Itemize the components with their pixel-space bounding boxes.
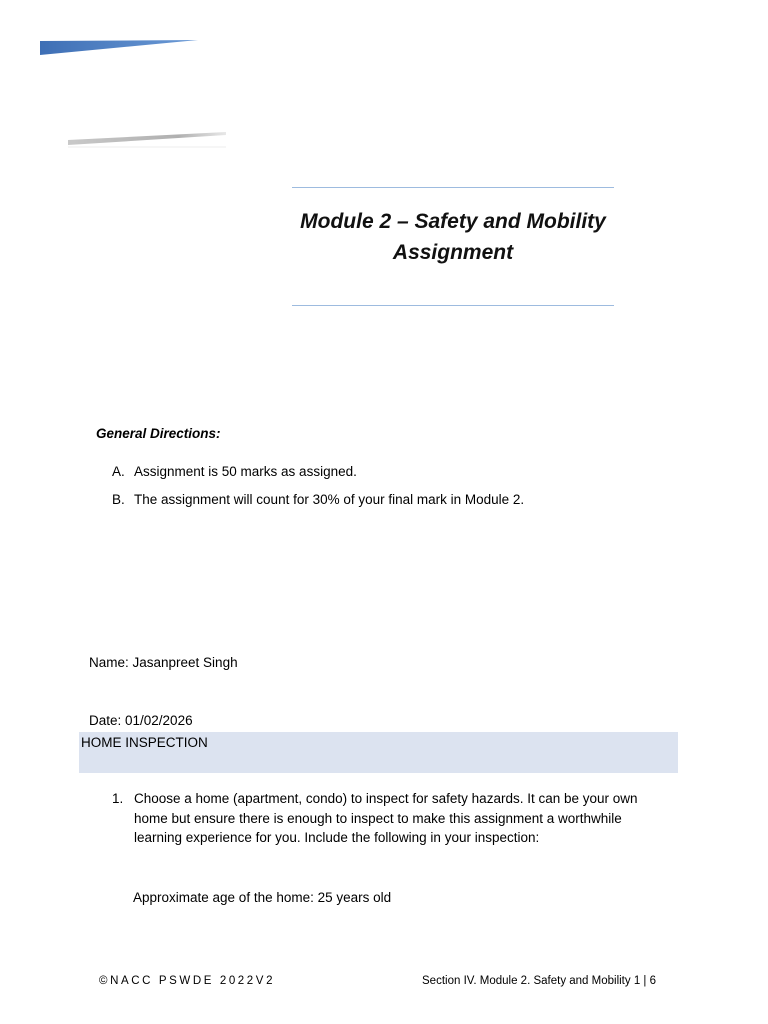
title-top-rule — [292, 187, 614, 188]
section-heading: HOME INSPECTION — [81, 735, 208, 750]
name-line: Name: Jasanpreet Singh — [89, 655, 238, 670]
question-1 — [112, 789, 672, 848]
question-text: Choose a home (apartment, condo) to inspect for safety hazards. It can be your own home but ensure there is enough to inspect to make this assignment a worthwhile learning experience for you. Include the following in your inspection: — [134, 791, 638, 845]
question-number: 1. — [112, 791, 124, 806]
list-marker: B. — [112, 492, 125, 507]
direction-item-a — [112, 464, 672, 484]
header-blue-swoosh — [40, 40, 200, 56]
general-directions-heading: General Directions: — [96, 426, 221, 441]
footer-copyright: ©NACC PSWDE 2022V2 — [99, 975, 276, 987]
date-line: Date: 01/02/2026 — [89, 713, 193, 728]
title-bottom-rule — [292, 305, 614, 306]
home-inspection-section-band — [79, 732, 678, 773]
document-title: Module 2 – Safety and Mobility Assignment — [300, 210, 606, 264]
list-marker: A. — [112, 464, 125, 479]
direction-item-b — [112, 492, 672, 512]
answer-line: Approximate age of the home: 25 years old — [133, 890, 392, 905]
header-gray-swoosh — [66, 130, 228, 150]
footer-page-info: Section IV. Module 2. Safety and Mobility 1 | 6 — [422, 975, 656, 987]
list-item-text: The assignment will count for 30% of your final mark in Module 2. — [134, 492, 525, 507]
list-item-text: Assignment is 50 marks as assigned. — [134, 464, 357, 479]
